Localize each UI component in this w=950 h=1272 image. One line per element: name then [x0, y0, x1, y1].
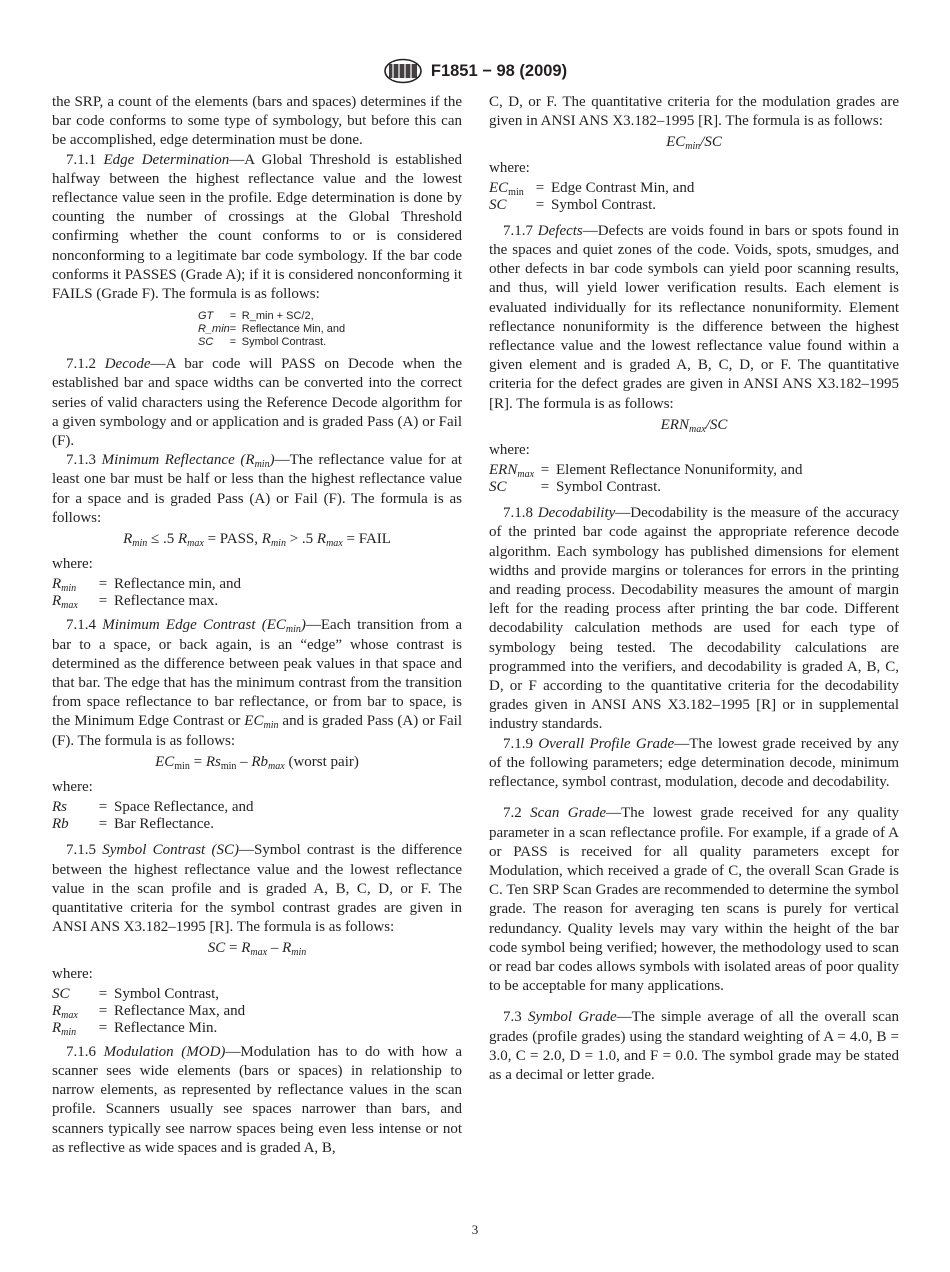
definition-row: SC = Symbol Contrast,	[52, 985, 220, 1002]
astm-logo	[383, 58, 423, 84]
definition-row: R_min = Reflectance Min, and	[198, 323, 346, 336]
paragraph-srp: the SRP, a count of the elements (bars and spaces) determines if the bar code conforms to some type of symbology, but before this can be accomplished, edge determination must be done.	[52, 94, 462, 149]
gt-definitions	[198, 310, 345, 349]
section-7-1-6: 7.1.6 Modulation (MOD)—Modulation has to do with how a scanner sees wide elements (bars or spaces) in relationship to narrow elements, as represented by reflectance values in the scan profile. Scanners usually see spaces narrower than bars, and scanners typically see narrow spaces being even less intense or not as reflective as wide spaces and is graded A, B,	[52, 1043, 463, 1156]
paragraph-modulation-cont: C, D, or F. The quantitative criteria for the modulation grades are given in ANSI ANS X3.182–1995 [R]. The formula is as follows:	[489, 94, 899, 130]
definition-row: Rb = Bar Reflectance.	[52, 816, 214, 833]
definition-row: GT = R_min + SC/2,	[198, 310, 314, 323]
definition-row: Rs = Space Reflectance, and	[52, 799, 254, 816]
section-7-1-9: 7.1.9 Overall Profile Grade—The lowest grade received by any of the following parameters; edge determination decode, minimum reflectance, symbol contrast, modulation, decode and decodability.	[489, 735, 899, 791]
section-7-3: 7.3 Symbol Grade—The simple average of all the overall scan grades (profile grades) using the standard weighting of A = 4.0, B = 3.0, C = 2.0, D = 1.0, and F = 0.0. The symbol grade may be stated as a decimal or letter grade.	[489, 1009, 899, 1083]
definition-row: $ERN_{max}$ = Element Reflectance Nonuniformity, and	[489, 462, 803, 481]
where-label: where:	[52, 556, 93, 573]
section-7-1-1: 7.1.1 Edge Determination—A Global Threshold is established halfway between the highest reflectance value and the lowest reflectance value seen in the profile. Edge determination is done by counting the number of crossings at the Global Threshold confirming whether the count conforms to or is considered nonconforming to a legitimate bar code symbology. If the bar code conforms it PASSES (Grade A); if it is considered nonconforming it FAILS (Grade F). The formula is as follows:	[52, 151, 462, 303]
formula-modulation: $EC_{min}/SC$	[666, 134, 722, 153]
where-label: where:	[52, 965, 93, 982]
formula-edge-contrast: $EC_{min} = Rs_{min} - Rb_{max}$ (worst pair)	[155, 753, 359, 772]
definitions-7-1-4	[52, 799, 254, 833]
section-7-2: 7.2 Scan Grade—The lowest grade received for any quality parameter in a scan reflectance profile. For example, if a grade of A or PASS is received for all quality parameters except for Modulation, which received a grade of C, the overall Scan Grade is C. Ten SRP Scan Grades are recommended to determine the symbol grade. The reason for averaging ten scans is purely for vertical redundancy. Quality levels may vary within the height of the bar code symbol being verified; however, the methodology used to scan or read bar codes allows symbols with isolated areas of poor quality to be acceptable for many applications.	[489, 805, 899, 995]
definition-row: $R_{min}$ = Reflectance Min.	[52, 1019, 218, 1038]
definition-row: $R_{max}$ = Reflectance max.	[52, 593, 219, 612]
right-column	[489, 93, 899, 1085]
definitions-7-1-3	[52, 576, 241, 610]
definition-row: SC = Symbol Contrast.	[198, 336, 327, 349]
section-7-1-8: 7.1.8 Decodability—Decodability is the measure of the accuracy of the printed bar code against the appropriate reference decode algorithm. Each symbology has published dimensions for element widths and provide margins or tolerances for errors in the printing and reading process. Decodability measures the amount of margin left for the reading process after printing the bar code. Different decodability calculation methods are used for each type of symbology being tested. The decodability calculations are programmed into the verifiers, and decodability is graded A, B, C, D, or F according to the quantitative criteria for the decodability grades given in ANSI ANS X3.182–1995 [R] or in supplemental industry standards.	[489, 505, 900, 733]
formula-min-reflectance: $R_{min} \le .5$ $R_{max}$ = PASS, $R_{min} > .5$ $R_{max}$ = FAIL	[123, 531, 391, 550]
section-7-1-7: 7.1.7 Defects—Defects are voids found in bars or spots found in the spaces and quiet zones of the code. Voids, spots, smudges, and other defects in bar code symbols can yield poor scanning results, and thus, will yield lower verification results. Each element is evaluated individually for its reflectance nonuniformity. Element reflectance nonuniformity is the difference between the highest reflectance value and the lowest reflectance value found within a given element and is graded A, B, C, D, or F. The quantitative criteria for the defect grades are given in ANSI ANS X3.182–1995 [R]. The formula is as follows:	[489, 222, 900, 412]
formula-symbol-contrast: SC = $R_{max} - R_{min}$	[207, 940, 307, 959]
where-label: where:	[489, 442, 530, 459]
definitions-7-1-6	[489, 180, 694, 214]
section-7-1-3: 7.1.3 Minimum Reflectance $(R_{min})—The$ reflectance value for at least one bar must be half or less than the highest reflectance value for a space and is graded Pass (A) or Fail (F). The formula is as follows:	[52, 452, 463, 526]
page-number: 3	[471, 1222, 479, 1237]
document-designation: F1851 − 98 (2009)	[430, 61, 568, 80]
section-7-1-4: 7.1.4 Minimum Edge Contrast $(EC_{min})—Each$ transition from a bar to a space, or back again, is an “edge” whose contrast is determined as the difference between peak values in that space and that bar. The edge that has the minimum contrast from the transition from space reflectance to bar reflectance, or from bar to space, is the Minimum Edge Contrast or $EC_{min}$ and is graded Pass (A) or Fail (F). The formula is as follows:	[52, 617, 462, 749]
page-header	[0, 58, 950, 89]
where-label: where:	[489, 159, 530, 176]
definitions-7-1-5	[52, 986, 245, 1037]
where-label: where:	[52, 779, 93, 796]
definition-row: $R_{max}$ = Reflectance Max, and	[52, 1002, 246, 1021]
section-7-1-2: 7.1.2 Decode—A bar code will PASS on Decode when the established bar and space widths can be converted into the correct series of valid characters using the Reference Decode algorithm for a given symbology and or application and is graded Pass (A) or Fail (F).	[52, 356, 462, 450]
section-7-1-5: 7.1.5 Symbol Contrast (SC)—Symbol contrast is the difference between the highest reflectance value and the lowest reflectance value in the scan profile and is graded A, B, C, D, or F. The quantitative criteria for the symbol contrast grades are given in ANSI ANS X3.182–1995 [R]. The formula is as follows:	[52, 842, 462, 936]
left-column	[52, 93, 462, 1158]
definition-row: $EC_{min}$ = Edge Contrast Min, and	[489, 179, 695, 198]
definition-row: $R_{min}$ = Reflectance min, and	[52, 576, 242, 595]
definitions-7-1-7	[489, 462, 802, 496]
definition-row: SC = Symbol Contrast.	[489, 479, 662, 496]
formula-defects: $ERN_{max}/SC$	[660, 416, 728, 435]
definition-row: SC = Symbol Contrast.	[489, 196, 657, 213]
